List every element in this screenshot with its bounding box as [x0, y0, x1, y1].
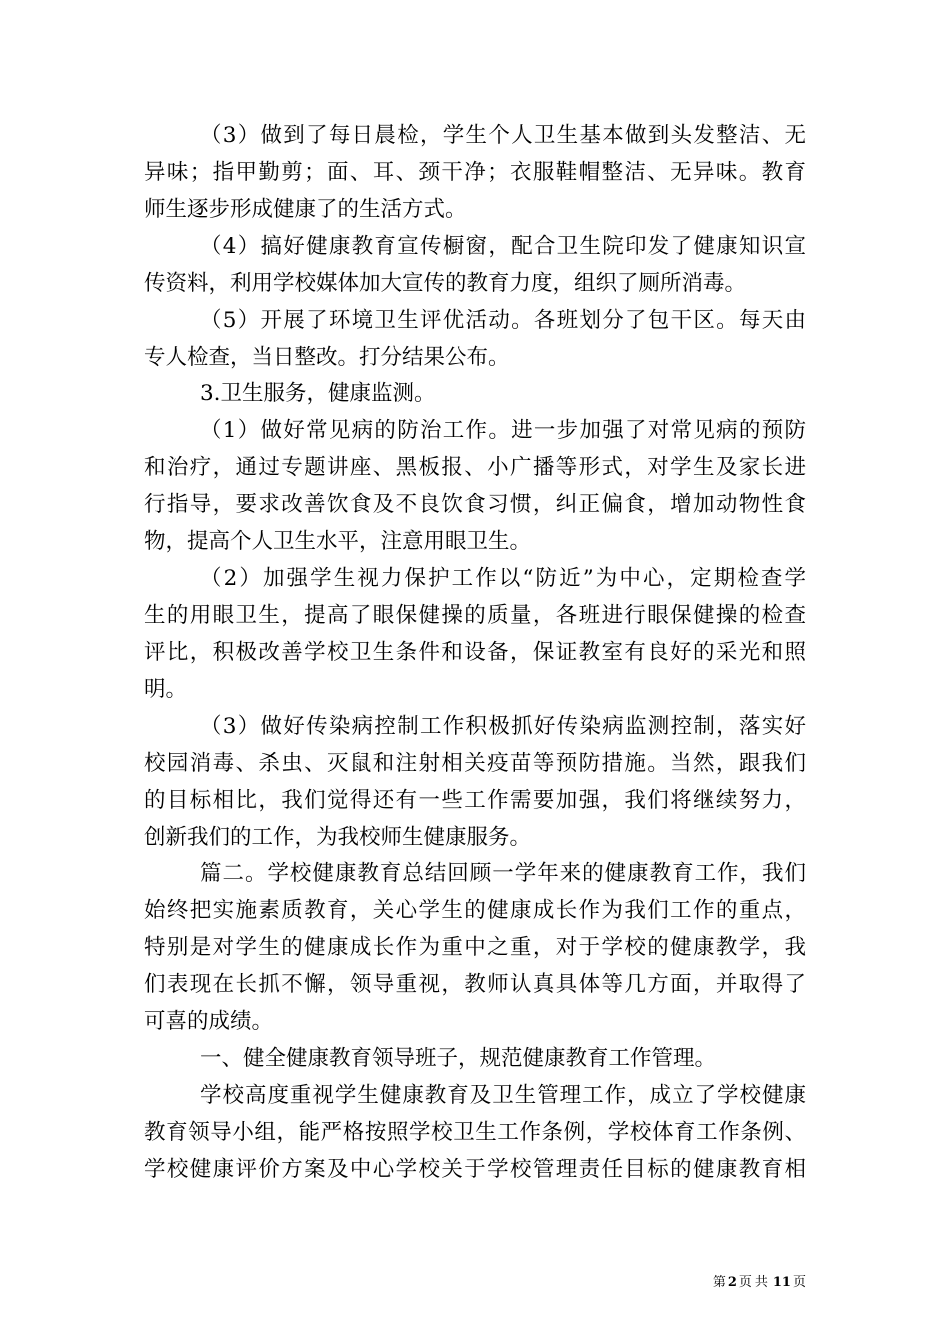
text-line: 教育领导小组，能严格按照学校卫生工作条例，学校体育工作条例、	[144, 1119, 806, 1145]
text-line: （5）开展了环境卫生评优活动。各班划分了包干区。每天由	[200, 307, 806, 333]
text-line: （4）搞好健康教育宣传橱窗，配合卫生院印发了健康知识宣	[200, 233, 806, 259]
footer-prefix: 第	[712, 1275, 726, 1290]
text-line: 行指导，要求改善饮食及不良饮食习惯，纠正偏食，增加动物性食	[144, 492, 806, 518]
text-line: 始终把实施素质教育，关心学生的健康成长作为我们工作的重点，	[144, 898, 806, 924]
paragraph	[144, 709, 806, 857]
body-text	[144, 118, 806, 1189]
paragraph	[144, 229, 806, 303]
text-line: 师生逐步形成健康了的生活方式。	[144, 196, 467, 222]
text-line: 3.卫生服务，健康监测。	[200, 381, 436, 407]
text-line: 评比，积极改善学校卫生条件和设备，保证教室有良好的采光和照	[144, 639, 806, 665]
text-line: 物，提高个人卫生水平，注意用眼卫生。	[144, 529, 532, 555]
paragraph	[144, 1078, 806, 1189]
text-line: 异味；指甲勤剪；面、耳、颈干净；衣服鞋帽整洁、无异味。教育	[144, 159, 806, 185]
text-line: 创新我们的工作，为我校师生健康服务。	[144, 824, 532, 850]
page-footer	[713, 1274, 806, 1292]
paragraph	[144, 118, 806, 229]
text-line: 篇二。学校健康教育总结回顾一学年来的健康教育工作，我们	[200, 861, 806, 887]
text-line: 学校健康评价方案及中心学校关于学校管理责任目标的健康教育相	[144, 1156, 806, 1182]
paragraph	[144, 376, 806, 413]
text-line: （3）做到了每日晨检，学生个人卫生基本做到头发整洁、无	[200, 123, 806, 148]
paragraph	[144, 1041, 806, 1078]
total-page-number: 11	[772, 1275, 791, 1290]
text-line: 一、健全健康教育领导班子，规范健康教育工作管理。	[200, 1046, 717, 1072]
paragraph	[144, 856, 806, 1041]
text-line: （2）加强学生视力保护工作以“防近”为中心，定期检查学	[200, 566, 806, 592]
paragraph	[144, 561, 806, 709]
text-line: 校园消毒、杀虫、灭鼠和注射相关疫苗等预防措施。当然，跟我们	[144, 750, 806, 776]
text-line: 特别是对学生的健康成长作为重中之重，对于学校的健康教学，我	[144, 935, 806, 961]
text-line: 和治疗，通过专题讲座、黑板报、小广播等形式，对学生及家长进	[144, 455, 806, 481]
text-line: （1）做好常见病的防治工作。进一步加强了对常见病的预防	[200, 418, 806, 444]
footer-suffix: 页	[792, 1275, 806, 1290]
text-line: 明。	[144, 676, 188, 702]
paragraph	[144, 413, 806, 561]
footer-middle: 页共	[738, 1275, 771, 1290]
text-line: 生的用眼卫生，提高了眼保健操的质量，各班进行眼保健操的检查	[144, 602, 806, 628]
text-line: （3）做好传染病控制工作积极抓好传染病监测控制，落实好	[200, 713, 806, 739]
text-line: 学校高度重视学生健康教育及卫生管理工作，成立了学校健康	[200, 1082, 806, 1108]
text-line: 们表现在长抓不懈，领导重视，教师认真具体等几方面，并取得了	[144, 972, 806, 998]
text-line: 传资料，利用学校媒体加大宣传的教育力度，组织了厕所消毒。	[144, 270, 747, 296]
text-line: 可喜的成绩。	[144, 1009, 274, 1035]
text-line: 的目标相比，我们觉得还有一些工作需要加强，我们将继续努力，	[144, 787, 806, 813]
paragraph	[144, 303, 806, 377]
text-line: 专人检查，当日整改。打分结果公布。	[144, 344, 510, 370]
current-page-number: 2	[727, 1275, 737, 1290]
